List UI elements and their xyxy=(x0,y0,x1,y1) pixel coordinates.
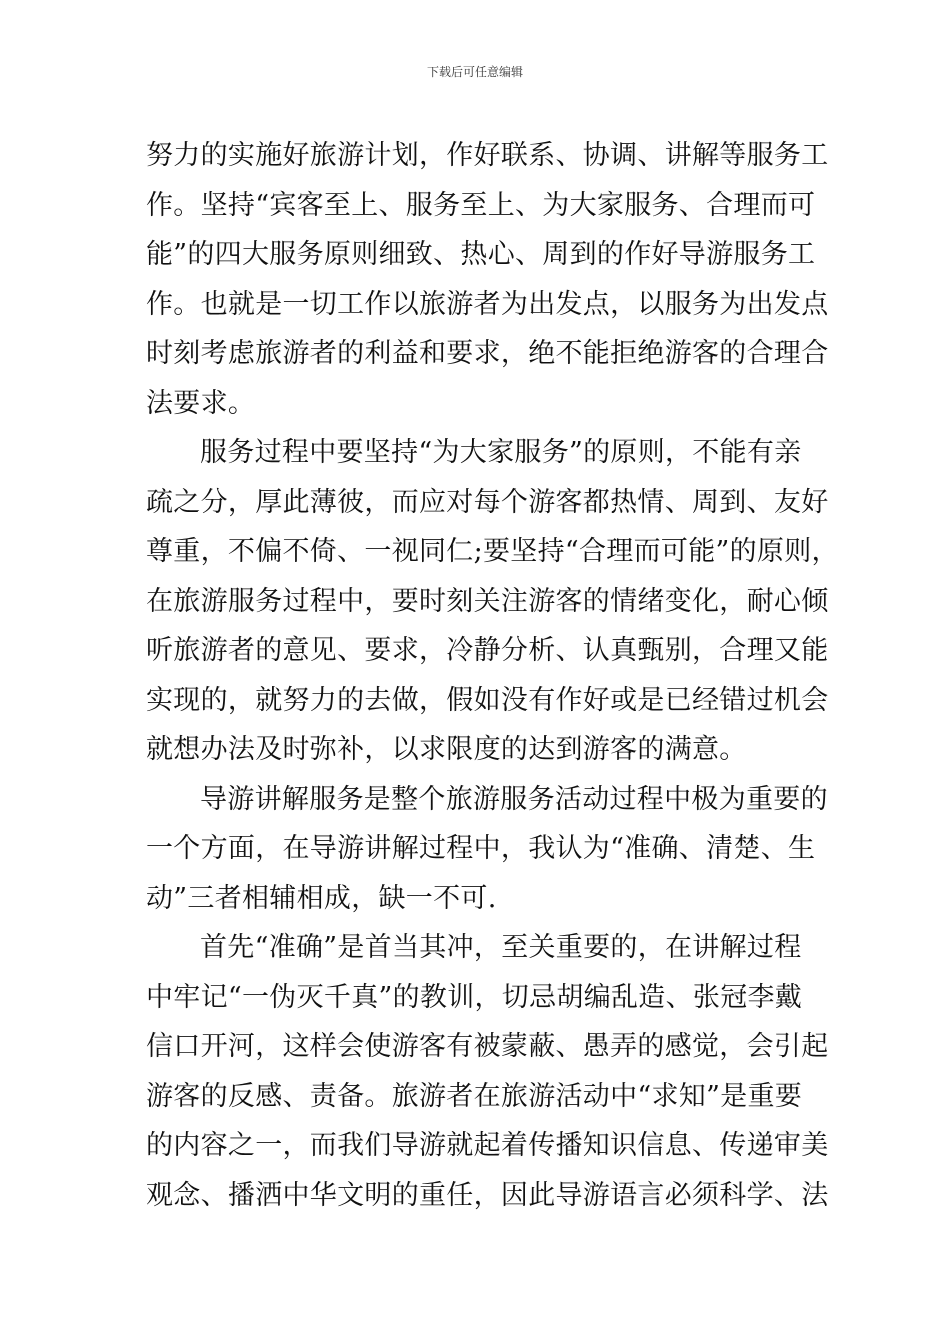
text-line: 尊重，不偏不倚、一视同仁;要坚持“合理而可能”的原则， xyxy=(146,536,839,567)
text-line: 观念、播洒中华文明的重任，因此导游语言必须科学、法 xyxy=(146,1179,829,1211)
paragraph xyxy=(146,428,839,775)
text-line: 在旅游服务过程中，要时刻关注游客的情绪变化，耐心倾 xyxy=(146,585,829,617)
text-line: 作。也就是一切工作以旅游者为出发点，以服务为出发点 xyxy=(146,288,829,320)
text-line: 中牢记“一伪灭千真”的教训，切忌胡编乱造、张冠李戴 xyxy=(146,981,803,1013)
page-header: 下载后可任意编辑 xyxy=(426,65,523,79)
text-line: 疏之分，厚此薄彼，而应对每个游客都热情、周到、友好 xyxy=(146,486,829,518)
text-line: 一个方面，在导游讲解过程中，我认为“准确、清楚、生 xyxy=(146,833,816,864)
text-line: 信口开河，这样会使游客有被蒙蔽、愚弄的感觉，会引起 xyxy=(146,1031,829,1062)
text-line: 努力的实施好旅游计划，作好联系、协调、讲解等服务工 xyxy=(146,140,829,171)
text-line: 动”三者相辅相成，缺一不可. xyxy=(146,882,497,914)
text-line: 实现的，就努力的去做，假如没有作好或是已经错过机会 xyxy=(146,684,829,716)
text-line: 法要求。 xyxy=(146,387,256,419)
text-line: 时刻考虑旅游者的利益和要求，绝不能拒绝游客的合理合 xyxy=(146,338,829,369)
paragraph xyxy=(146,923,829,1220)
text-line: 听旅游者的意见、要求，冷静分析、认真甄别，合理又能 xyxy=(146,635,829,666)
text-line: 作。坚持“宾客至上、服务至上、为大家服务、合理而可 xyxy=(146,189,816,221)
text-line: 首先“准确”是首当其冲，至关重要的，在讲解过程 xyxy=(200,932,802,963)
text-line: 的内容之一，而我们导游就起着传播知识信息、传递审美 xyxy=(146,1130,829,1161)
paragraph xyxy=(146,775,826,924)
text-line: 游客的反感、责备。旅游者在旅游活动中“求知”是重要 xyxy=(146,1080,803,1112)
text-line: 导游讲解服务是整个旅游服务活动过程中极为重要的 xyxy=(200,783,828,815)
document-body xyxy=(146,131,839,1220)
paragraph xyxy=(146,131,829,428)
text-line: 服务过程中要坚持“为大家服务”的原则，不能有亲 xyxy=(200,437,802,468)
text-line: 就想办法及时弥补，以求限度的达到游客的满意。 xyxy=(146,734,747,765)
text-line: 能”的四大服务原则细致、热心、周到的作好导游服务工 xyxy=(146,239,816,270)
